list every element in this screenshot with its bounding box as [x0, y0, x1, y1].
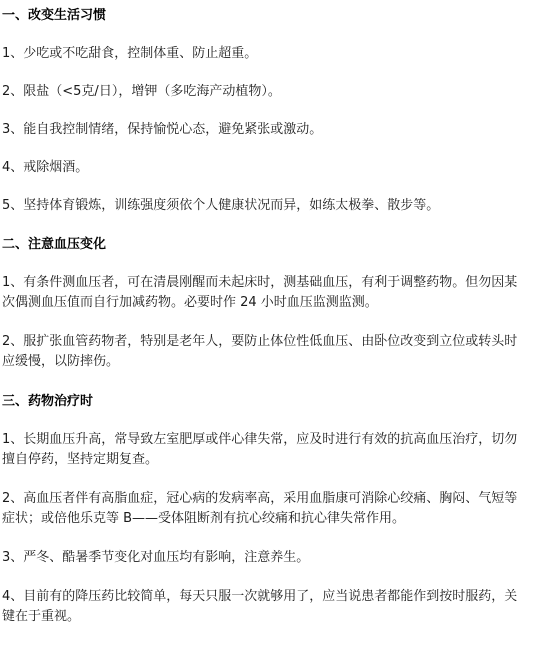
list-item-line: 键在于重视。 — [2, 609, 81, 624]
list-item-line: 次偶测血压值而自行加减药物。必要时作 24 小时血压监测监测。 — [2, 295, 378, 310]
list-item: 1、少吃或不吃甜食，控制体重、防止超重。 — [2, 46, 258, 61]
list-item: 2、限盐（<5克/日），增钾（多吃海产动植物）。 — [2, 84, 281, 99]
list-item: 3、严冬、酷暑季节变化对血压均有影响，注意养生。 — [2, 550, 310, 565]
list-item-line: 症状；或倍他乐克等 B——受体阻断剂有抗心绞痛和抗心律失常作用。 — [2, 511, 406, 526]
list-item-line: 1、有条件测血压者，可在清晨刚醒而未起床时，测基础血压，有利于调整药物。但勿因某 — [2, 275, 518, 290]
list-item-line: 4、目前有的降压药比较简单，每天只服一次就够用了，应当说患者都能作到按时服药，关 — [2, 589, 518, 604]
list-item: 5、坚持体育锻炼，训练强度须依个人健康状况而异，如练太极拳、散步等。 — [2, 198, 440, 213]
list-item-line: 1、长期血压升高，常导致左室肥厚或伴心律失常，应及时进行有效的抗高血压治疗，切勿 — [2, 432, 518, 447]
list-item-line: 应缓慢，以防摔伤。 — [2, 354, 120, 369]
section-heading-medication: 三、药物治疗时 — [2, 394, 94, 409]
list-item: 3、能自我控制情绪，保持愉悦心态，避免紧张或激动。 — [2, 122, 323, 137]
list-item: 4、戒除烟酒。 — [2, 160, 89, 175]
section-heading-blood-pressure: 二、注意血压变化 — [2, 237, 107, 252]
list-item-line: 2、服扩张血管药物者，特别是老年人，要防止体位性低血压、由卧位改变到立位或转头时 — [2, 334, 518, 349]
section-heading-lifestyle: 一、改变生活习惯 — [2, 8, 107, 23]
list-item-line: 擅自停药，坚持定期复查。 — [2, 452, 159, 467]
list-item-line: 2、高血压者伴有高脂血症，冠心病的发病率高，采用血脂康可消除心绞痛、胸闷、气短等 — [2, 491, 518, 506]
